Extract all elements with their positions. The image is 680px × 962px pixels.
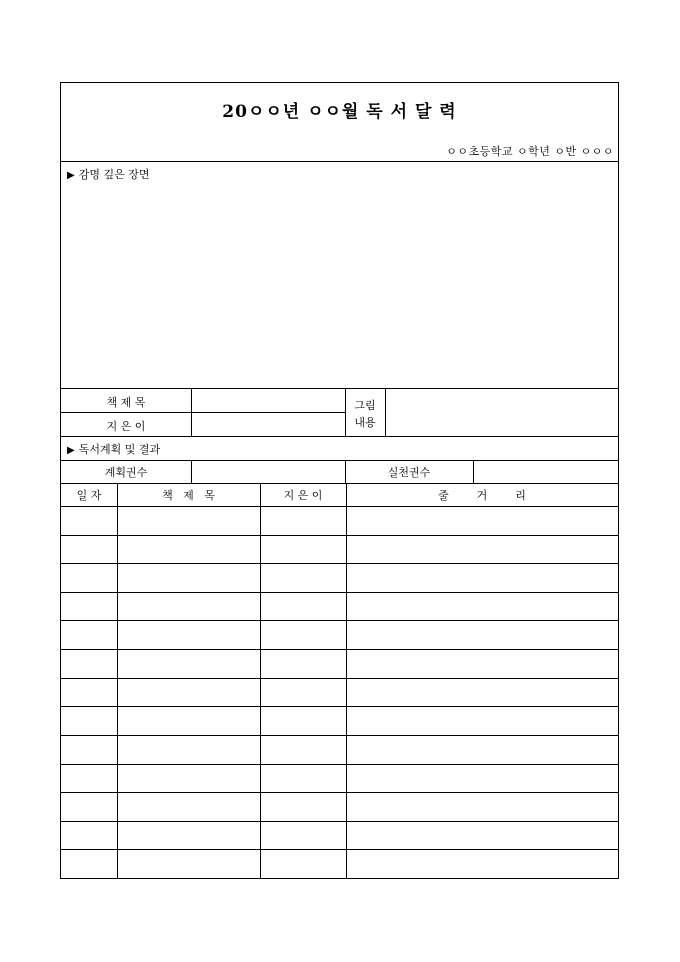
table-row [61, 506, 618, 535]
summary-cell[interactable] [347, 678, 618, 706]
date-cell[interactable] [61, 735, 117, 763]
divider [61, 161, 618, 162]
date-cell[interactable] [61, 563, 117, 591]
author-cell[interactable] [261, 706, 346, 734]
arrow-right-icon: ▶ [67, 170, 75, 181]
book-title-cell[interactable] [118, 678, 260, 706]
book-title-cell[interactable] [118, 821, 260, 849]
author-cell[interactable] [261, 535, 346, 563]
author-cell[interactable] [261, 792, 346, 820]
book-title-cell[interactable] [118, 620, 260, 648]
author-cell[interactable] [261, 764, 346, 792]
table-row [61, 649, 618, 678]
table-row [61, 821, 618, 850]
date-cell[interactable] [61, 678, 117, 706]
page-title: 20ㅇㅇ년 ㅇㅇ월 독 서 달 력 [222, 102, 457, 122]
divider [61, 483, 618, 484]
book-title-field[interactable] [192, 389, 345, 411]
table-row [61, 678, 618, 707]
impression-writing-area[interactable] [61, 179, 618, 387]
date-cell[interactable] [61, 620, 117, 648]
picture-label-line2: 내용 [354, 416, 376, 429]
summary-cell[interactable] [347, 506, 618, 534]
summary-cell[interactable] [347, 764, 618, 792]
book-title-cell[interactable] [118, 563, 260, 591]
date-cell[interactable] [61, 535, 117, 563]
summary-cell[interactable] [347, 620, 618, 648]
divider [61, 436, 618, 437]
book-title-label: 책 제 목 [106, 396, 146, 409]
picture-label-line1: 그림 [354, 399, 376, 412]
author-cell[interactable] [261, 821, 346, 849]
table-row [61, 764, 618, 793]
author-cell[interactable] [261, 620, 346, 648]
divider [191, 388, 192, 436]
date-cell[interactable] [61, 764, 117, 792]
summary-cell[interactable] [347, 849, 618, 877]
reading-calendar-form [60, 82, 619, 879]
planned-count-label: 계획권수 [104, 466, 148, 479]
book-title-cell[interactable] [118, 535, 260, 563]
summary-column-header: 줄 거 리 [438, 489, 526, 502]
summary-cell[interactable] [347, 649, 618, 677]
table-row [61, 620, 618, 649]
table-row [61, 535, 618, 564]
author-cell[interactable] [261, 849, 346, 877]
table-row [61, 706, 618, 735]
date-cell[interactable] [61, 849, 117, 877]
table-row [61, 792, 618, 821]
book-title-column-header: 책 제 목 [162, 489, 215, 502]
summary-cell[interactable] [347, 821, 618, 849]
book-title-cell[interactable] [118, 706, 260, 734]
table-row [61, 592, 618, 621]
author-cell[interactable] [261, 506, 346, 534]
summary-cell[interactable] [347, 735, 618, 763]
table-row [61, 735, 618, 764]
date-cell[interactable] [61, 506, 117, 534]
book-title-cell[interactable] [118, 649, 260, 677]
student-info: ㅇㅇ초등학교 ㅇ학년 ㅇ반 ㅇㅇㅇ [446, 145, 614, 158]
author-cell[interactable] [261, 678, 346, 706]
author-cell[interactable] [261, 592, 346, 620]
plan-heading [67, 441, 160, 457]
summary-cell[interactable] [347, 592, 618, 620]
planned-count-field[interactable] [192, 461, 345, 483]
date-cell[interactable] [61, 706, 117, 734]
summary-cell[interactable] [347, 535, 618, 563]
summary-cell[interactable] [347, 792, 618, 820]
table-row [61, 849, 618, 878]
book-title-cell[interactable] [118, 506, 260, 534]
divider [61, 412, 345, 413]
author-column-header: 지 은 이 [283, 489, 323, 502]
book-title-cell[interactable] [118, 735, 260, 763]
date-cell[interactable] [61, 592, 117, 620]
book-title-cell[interactable] [118, 792, 260, 820]
author-label: 지 은 이 [106, 420, 146, 433]
picture-content-area[interactable] [386, 389, 618, 436]
book-title-cell[interactable] [118, 849, 260, 877]
summary-cell[interactable] [347, 563, 618, 591]
date-cell[interactable] [61, 792, 117, 820]
plan-label: 독서계획 및 결과 [78, 443, 161, 456]
author-cell[interactable] [261, 563, 346, 591]
actual-count-label: 실천권수 [387, 466, 431, 479]
summary-cell[interactable] [347, 706, 618, 734]
author-field[interactable] [192, 412, 345, 436]
date-column-header: 일 자 [76, 489, 102, 502]
impression-label: 감명 깊은 장면 [78, 168, 150, 181]
table-row [61, 563, 618, 592]
author-cell[interactable] [261, 735, 346, 763]
book-title-cell[interactable] [118, 592, 260, 620]
arrow-right-icon: ▶ [67, 445, 75, 456]
actual-count-field[interactable] [474, 461, 618, 483]
author-cell[interactable] [261, 649, 346, 677]
date-cell[interactable] [61, 821, 117, 849]
date-cell[interactable] [61, 649, 117, 677]
book-title-cell[interactable] [118, 764, 260, 792]
